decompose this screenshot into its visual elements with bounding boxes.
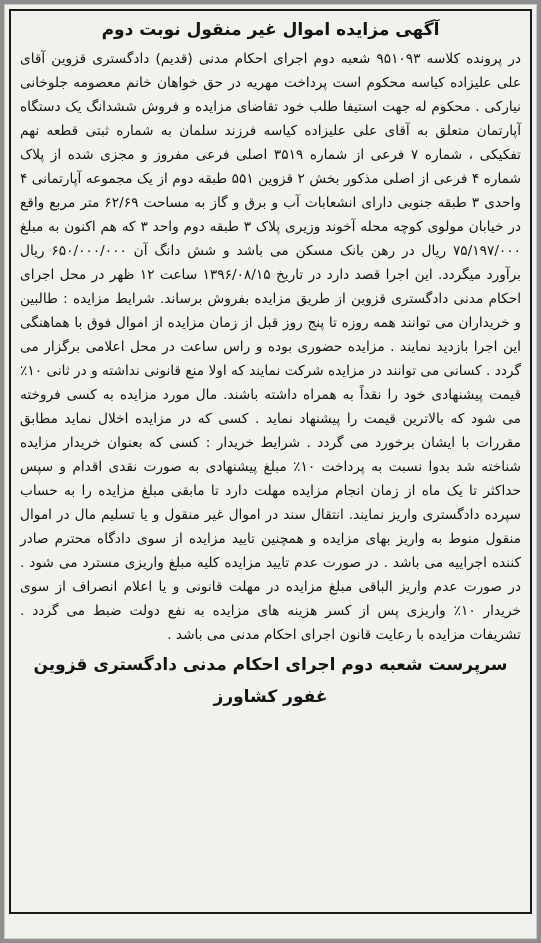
newspaper-clipping bbox=[4, 4, 537, 939]
notice-title: آگهی مزایده اموال غیر منقول نوبت دوم bbox=[101, 20, 440, 40]
signature-title: سرپرست شعبه دوم اجرای احکام مدنی دادگستری قزوین bbox=[33, 655, 508, 675]
notice-frame bbox=[9, 9, 532, 914]
signature-name: غفور کشاورز bbox=[213, 687, 328, 707]
notice-body: در پرونده کلاسه ۹۵۱۰۹۳ شعبه دوم اجرای احکام مدنی (قدیم) دادگستری قزوین آقای علی علیزاده کیاسه محکوم است پرداخت مهریه در حق خواهان خانم معصومه جلوخانی نیارکی . محکوم له جهت استیفا طلب خود تقاضای مزایده و فروش ششدانگ یک دستگاه آپارتمان متعلق به آقای علی علیزاده کیاسه فرزند سلمان به شماره ثبتی قطعه نهم تفکیکی ، شماره ۷ فرعی از شماره ۳۵۱۹ اصلی فرعی مفروز و مجزی شده از پلاک شماره ۴ فرعی از اصلی مذکور بخش ۲ قزوین ۵۵۱ طبقه دوم از یک مجموعه آپارتمانی ۴ واحدی ۳ طبقه جنوبی دارای انشعابات آب و برق و گاز به مساحت ۶۲/۶۹ متر مربع واقع در خیابان مولوی کوچه محله آخوند وزیری پلاک ۳ طبقه دوم واحد ۳ که هم اکنون به مبلغ ۷۵/۱۹۷/۰۰۰ ریال در رهن بانک مسکن می باشد و شش دانگ آن ۶۵۰/۰۰۰/۰۰۰ ریال برآورد میگردد. این اجرا قصد دارد در تاریخ ۱۳۹۶/۰۸/۱۵ ساعت ۱۲ ظهر در محل اجرای احکام مدنی دادگستری قزوین از طریق مزایده بفروش برساند. شرایط مزایده : طالبین و خریداران می توانند همه روزه تا پنج روز قبل از زمان مزایده از اموال فوق با هماهنگی این اجرا بازدید نمایند . مزایده حضوری بوده و راس ساعت در محل اعلامی برگزار می گردد . کسانی می توانند در مزایده شرکت نمایند که اولا منع قانونی نداشته و در ثانی ۱۰٪ قیمت پیشنهادی خود را نقداً به همراه داشته باشند. مال مورد مزایده به کسی فروخته می شود که بالاترین قیمت را پیشنهاد نماید . کسی که در مزایده اخلال نماید مطابق مقررات با ایشان برخورد می گردد . شرایط خریدار : کسی که بعنوان خریدار مزایده شناخته شد بدوا نسبت به پرداخت ۱۰٪ مبلغ پیشنهادی به صورت نقدی اقدام و سپس حداکثر تا یک ماه از زمان انجام مزایده مهلت دارد تا مابقی مبلغ مزایده را به حساب سپرده دادگستری واریز نمایند. انتقال سند در اموال غیر منقول و یا تسلیم مال در اموال منقول منوط به واریز بهای مزایده و همچنین تایید مزایده از سوی دادگاه محترم صادر کننده اجراییه می باشد . در صورت عدم تایید مزایده کلیه مبلغ واریزی مسترد می شود . در صورت عدم واریز الباقی مبلغ مزایده در مهلت قانونی و یا اعلام انصراف از سوی خریدار ۱۰٪ واریزی پس از کسر هزینه های مزایده به نفع دولت ضبط می گردد . تشریفات مزایده با رعایت قانون اجرای احکام مدنی می باشد . bbox=[20, 51, 522, 643]
